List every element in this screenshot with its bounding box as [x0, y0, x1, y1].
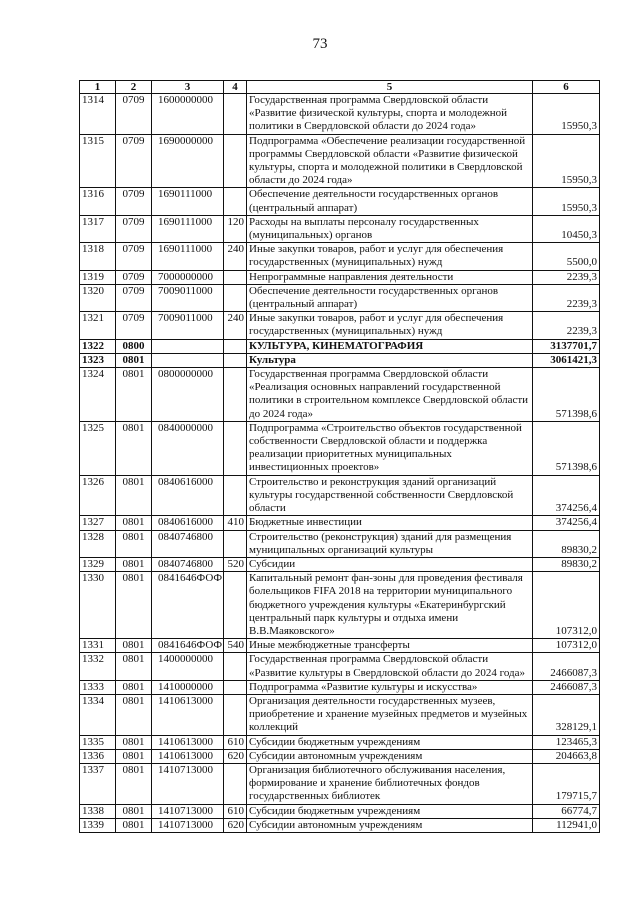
- expense-type: [224, 339, 247, 353]
- section-code: 0800: [116, 339, 152, 353]
- section-code: 0709: [116, 243, 152, 270]
- amount: 15950,3: [533, 188, 600, 215]
- amount: 112941,0: [533, 818, 600, 832]
- target-code: 0840616000: [152, 516, 224, 530]
- amount: 204663,8: [533, 749, 600, 763]
- row-number: 1324: [80, 368, 116, 422]
- section-code: 0801: [116, 572, 152, 639]
- amount: 89830,2: [533, 530, 600, 557]
- section-code: 0801: [116, 557, 152, 571]
- target-code: 1690111000: [152, 188, 224, 215]
- section-code: 0801: [116, 516, 152, 530]
- item-name: КУЛЬТУРА, КИНЕМАТОГРАФИЯ: [247, 339, 533, 353]
- section-code: 0801: [116, 639, 152, 653]
- target-code: 0840000000: [152, 421, 224, 475]
- expense-type: 240: [224, 243, 247, 270]
- section-code: 0801: [116, 530, 152, 557]
- table-row: [80, 421, 600, 475]
- amount: 10450,3: [533, 215, 600, 242]
- expense-type: [224, 353, 247, 367]
- target-code: 0841646ФОФ: [152, 572, 224, 639]
- row-number: 1339: [80, 818, 116, 832]
- section-code: 0801: [116, 818, 152, 832]
- table-row: [80, 475, 600, 516]
- expense-type: [224, 188, 247, 215]
- table-row: [80, 134, 600, 188]
- target-code: 1690000000: [152, 134, 224, 188]
- row-number: 1326: [80, 475, 116, 516]
- item-name: Государственная программа Свердловской области «Реализация основных направлений государственной политики в строительном комплексе Свердловской области до 2024 года»: [247, 368, 533, 422]
- table-row: [80, 243, 600, 270]
- row-number: 1336: [80, 749, 116, 763]
- item-name: Субсидии бюджетным учреждениям: [247, 735, 533, 749]
- col-header-1: 1: [80, 81, 116, 94]
- amount: 328129,1: [533, 694, 600, 735]
- expense-type: 610: [224, 804, 247, 818]
- table-row: [80, 270, 600, 284]
- item-name: Подпрограмма «Обеспечение реализации государственной программы Свердловской области «Развитие физической культуры, спорта и молодежной политики в Свердловской области до 2024 года»: [247, 134, 533, 188]
- expense-type: [224, 421, 247, 475]
- target-code: [152, 339, 224, 353]
- expense-type: 620: [224, 818, 247, 832]
- expense-type: [224, 270, 247, 284]
- table-row: [80, 530, 600, 557]
- table-row: [80, 353, 600, 367]
- section-code: 0801: [116, 653, 152, 680]
- table-row: [80, 653, 600, 680]
- row-number: 1320: [80, 284, 116, 311]
- col-header-4: 4: [224, 81, 247, 94]
- expense-type: 410: [224, 516, 247, 530]
- target-code: 7000000000: [152, 270, 224, 284]
- table-row: [80, 818, 600, 832]
- section-code: 0709: [116, 94, 152, 135]
- col-header-5: 5: [247, 81, 533, 94]
- section-code: 0709: [116, 215, 152, 242]
- section-code: 0709: [116, 188, 152, 215]
- table-row: [80, 763, 600, 804]
- target-code: 0841646ФОФ: [152, 639, 224, 653]
- expense-type: [224, 694, 247, 735]
- target-code: 7009011000: [152, 312, 224, 339]
- row-number: 1323: [80, 353, 116, 367]
- row-number: 1338: [80, 804, 116, 818]
- expense-type: 540: [224, 639, 247, 653]
- amount: 89830,2: [533, 557, 600, 571]
- section-code: 0801: [116, 763, 152, 804]
- section-code: 0709: [116, 134, 152, 188]
- amount: 3061421,3: [533, 353, 600, 367]
- item-name: Расходы на выплаты персоналу государственных (муниципальных) органов: [247, 215, 533, 242]
- target-code: 0840746800: [152, 530, 224, 557]
- amount: 66774,7: [533, 804, 600, 818]
- row-number: 1321: [80, 312, 116, 339]
- expense-type: [224, 284, 247, 311]
- item-name: Капитальный ремонт фан-зоны для проведения фестиваля болельщиков FIFA 2018 на территории муниципального бюджетного учреждения культуры «Екатеринбургский центральный парк культуры и отдыха имени В.В.Маяковского»: [247, 572, 533, 639]
- item-name: Государственная программа Свердловской области «Развитие культуры в Свердловской области до 2024 года»: [247, 653, 533, 680]
- section-code: 0801: [116, 421, 152, 475]
- row-number: 1332: [80, 653, 116, 680]
- target-code: 1410713000: [152, 818, 224, 832]
- target-code: 1400000000: [152, 653, 224, 680]
- section-code: 0801: [116, 680, 152, 694]
- amount: 571398,6: [533, 421, 600, 475]
- target-code: 1410000000: [152, 680, 224, 694]
- table-row: [80, 312, 600, 339]
- row-number: 1318: [80, 243, 116, 270]
- target-code: 7009011000: [152, 284, 224, 311]
- expense-type: [224, 763, 247, 804]
- table-row: [80, 339, 600, 353]
- expense-type: 610: [224, 735, 247, 749]
- target-code: 0800000000: [152, 368, 224, 422]
- expense-type: [224, 94, 247, 135]
- expense-type: [224, 680, 247, 694]
- item-name: Государственная программа Свердловской области «Развитие физической культуры, спорта и молодежной политики в Свердловской области до 2024 года»: [247, 94, 533, 135]
- table-row: [80, 94, 600, 135]
- target-code: 1410613000: [152, 694, 224, 735]
- header-row: [80, 81, 600, 94]
- amount: 374256,4: [533, 475, 600, 516]
- item-name: Субсидии автономным учреждениям: [247, 818, 533, 832]
- section-code: 0709: [116, 312, 152, 339]
- row-number: 1331: [80, 639, 116, 653]
- target-code: 0840616000: [152, 475, 224, 516]
- item-name: Бюджетные инвестиции: [247, 516, 533, 530]
- table-row: [80, 557, 600, 571]
- item-name: Иные закупки товаров, работ и услуг для обеспечения государственных (муниципальных) нужд: [247, 243, 533, 270]
- row-number: 1325: [80, 421, 116, 475]
- item-name: Подпрограмма «Развитие культуры и искусства»: [247, 680, 533, 694]
- page-number: 73: [312, 36, 328, 52]
- table-row: [80, 680, 600, 694]
- item-name: Обеспечение деятельности государственных органов (центральный аппарат): [247, 284, 533, 311]
- expense-type: 520: [224, 557, 247, 571]
- target-code: 1600000000: [152, 94, 224, 135]
- budget-table: [79, 80, 600, 833]
- row-number: 1317: [80, 215, 116, 242]
- target-code: 0840746800: [152, 557, 224, 571]
- col-header-3: 3: [152, 81, 224, 94]
- target-code: 1690111000: [152, 215, 224, 242]
- target-code: 1410613000: [152, 735, 224, 749]
- row-number: 1327: [80, 516, 116, 530]
- item-name: Иные межбюджетные трансферты: [247, 639, 533, 653]
- amount: 179715,7: [533, 763, 600, 804]
- expense-type: [224, 572, 247, 639]
- target-code: 1410613000: [152, 749, 224, 763]
- section-code: 0801: [116, 735, 152, 749]
- section-code: 0801: [116, 475, 152, 516]
- table-row: [80, 284, 600, 311]
- item-name: Организация библиотечного обслуживания населения, формирование и хранение библиотечных фондов государственных библиотек: [247, 763, 533, 804]
- row-number: 1333: [80, 680, 116, 694]
- item-name: Иные закупки товаров, работ и услуг для обеспечения государственных (муниципальных) нужд: [247, 312, 533, 339]
- table-row: [80, 215, 600, 242]
- amount: 123465,3: [533, 735, 600, 749]
- row-number: 1335: [80, 735, 116, 749]
- row-number: 1316: [80, 188, 116, 215]
- amount: 2239,3: [533, 312, 600, 339]
- col-header-2: 2: [116, 81, 152, 94]
- target-code: 1410713000: [152, 804, 224, 818]
- expense-type: [224, 368, 247, 422]
- section-code: 0709: [116, 270, 152, 284]
- section-code: 0801: [116, 694, 152, 735]
- amount: 2466087,3: [533, 680, 600, 694]
- amount: 107312,0: [533, 572, 600, 639]
- amount: 15950,3: [533, 94, 600, 135]
- item-name: Субсидии: [247, 557, 533, 571]
- expense-type: [224, 475, 247, 516]
- table-row: [80, 188, 600, 215]
- item-name: Подпрограмма «Строительство объектов государственной собственности Свердловской области и поддержка реализации приоритетных муниципальных инвестиционных проектов»: [247, 421, 533, 475]
- item-name: Организация деятельности государственных музеев, приобретение и хранение музейных предметов и музейных коллекций: [247, 694, 533, 735]
- expense-type: 240: [224, 312, 247, 339]
- item-name: Субсидии автономным учреждениям: [247, 749, 533, 763]
- expense-type: 120: [224, 215, 247, 242]
- table-row: [80, 749, 600, 763]
- amount: 571398,6: [533, 368, 600, 422]
- amount: 2239,3: [533, 270, 600, 284]
- amount: 3137701,7: [533, 339, 600, 353]
- col-header-6: 6: [533, 81, 600, 94]
- table-row: [80, 694, 600, 735]
- expense-type: [224, 653, 247, 680]
- item-name: Субсидии бюджетным учреждениям: [247, 804, 533, 818]
- section-code: 0709: [116, 284, 152, 311]
- target-code: [152, 353, 224, 367]
- amount: 5500,0: [533, 243, 600, 270]
- row-number: 1334: [80, 694, 116, 735]
- expense-type: 620: [224, 749, 247, 763]
- item-name: Строительство (реконструкция) зданий для размещения муниципальных организаций культуры: [247, 530, 533, 557]
- item-name: Непрограммные направления деятельности: [247, 270, 533, 284]
- amount: 374256,4: [533, 516, 600, 530]
- table-row: [80, 516, 600, 530]
- table-row: [80, 639, 600, 653]
- section-code: 0801: [116, 353, 152, 367]
- table-row: [80, 572, 600, 639]
- expense-type: [224, 134, 247, 188]
- target-code: 1410713000: [152, 763, 224, 804]
- row-number: 1330: [80, 572, 116, 639]
- amount: 2466087,3: [533, 653, 600, 680]
- row-number: 1314: [80, 94, 116, 135]
- section-code: 0801: [116, 749, 152, 763]
- amount: 2239,3: [533, 284, 600, 311]
- amount: 107312,0: [533, 639, 600, 653]
- target-code: 1690111000: [152, 243, 224, 270]
- table-row: [80, 804, 600, 818]
- row-number: 1337: [80, 763, 116, 804]
- section-code: 0801: [116, 804, 152, 818]
- row-number: 1328: [80, 530, 116, 557]
- section-code: 0801: [116, 368, 152, 422]
- expense-type: [224, 530, 247, 557]
- row-number: 1322: [80, 339, 116, 353]
- amount: 15950,3: [533, 134, 600, 188]
- table-row: [80, 735, 600, 749]
- row-number: 1315: [80, 134, 116, 188]
- item-name: Обеспечение деятельности государственных органов (центральный аппарат): [247, 188, 533, 215]
- item-name: Строительство и реконструкция зданий организаций культуры государственной собственности Свердловской области: [247, 475, 533, 516]
- item-name: Культура: [247, 353, 533, 367]
- row-number: 1329: [80, 557, 116, 571]
- table-row: [80, 368, 600, 422]
- row-number: 1319: [80, 270, 116, 284]
